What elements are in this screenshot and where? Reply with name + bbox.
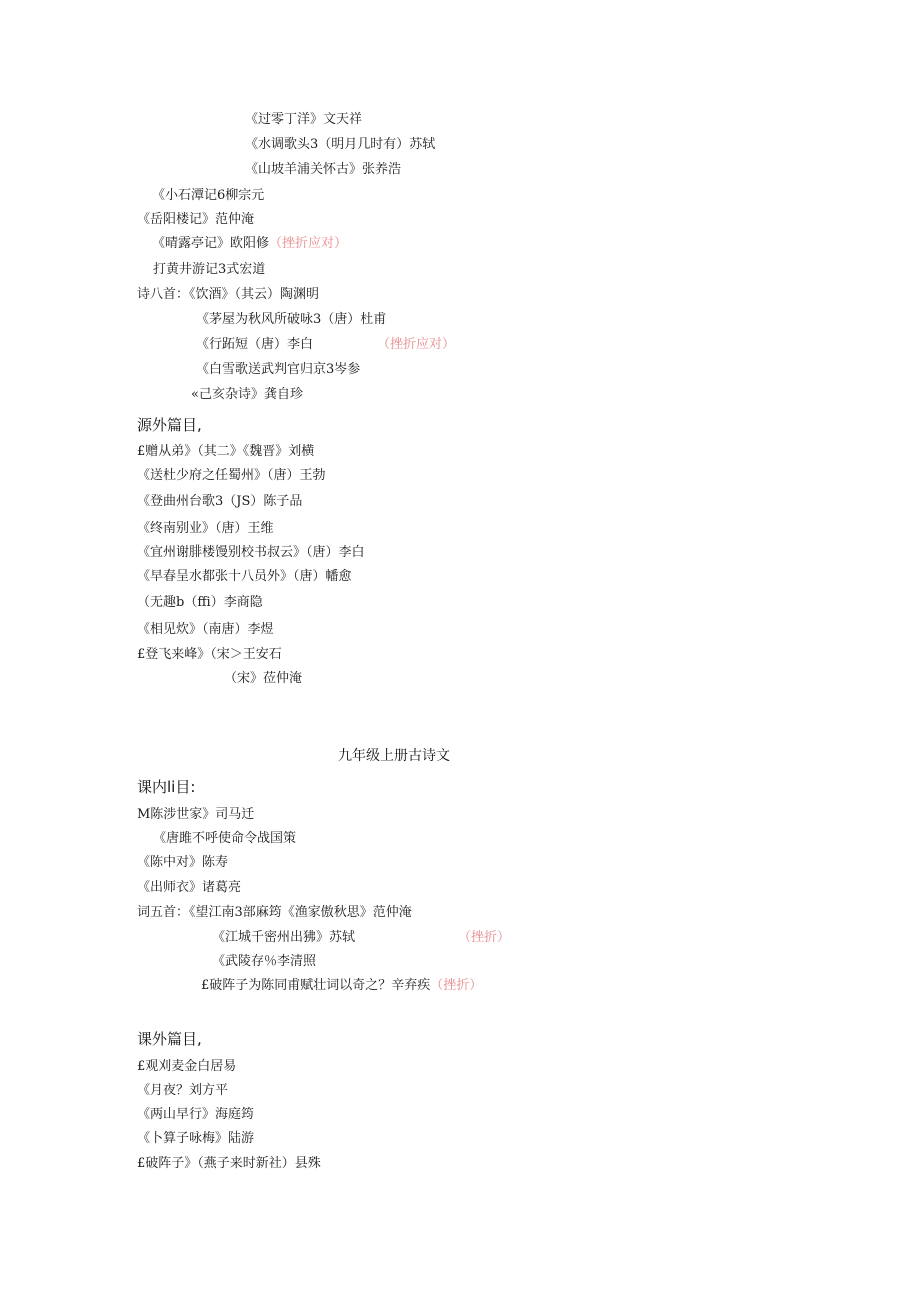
- poem-entry: [137, 286, 319, 304]
- poem-entry: [152, 187, 264, 205]
- poem-entry: [137, 211, 254, 229]
- poem-entry: 《登曲州台歌3（JS）陈子品: [137, 494, 303, 509]
- poem-entry: 《月夜？刘方平: [137, 1083, 229, 1098]
- entry-text: 打黄井游记3式宏道: [153, 262, 266, 277]
- poem-entry: 《终南别业》（唐）王维: [137, 521, 274, 536]
- entry-text: 《白雪歌送武判官归京3岑参: [196, 362, 361, 377]
- poem-entry: [245, 111, 362, 129]
- entry-text: 《行跖短（唐）李白: [196, 337, 314, 352]
- poem-entry: 《宜州谢腓楼馒别校书叔云》（唐）李白: [137, 545, 365, 560]
- poem-entry: £登飞来峰》（宋＞王安石: [137, 647, 282, 662]
- entry-text: 诗八首：《饮酒》（其云）陶渊明: [137, 287, 320, 302]
- entry-note: （挫折应对）: [269, 236, 348, 251]
- entry-text: 词五首：《望江南3部麻筠《渔家傲秋思》范仲淹: [137, 905, 412, 920]
- entry-note: （挫折应对）: [377, 337, 456, 352]
- poem-entry: £赠从弟》（其二》《魏晋》刘横: [137, 444, 315, 459]
- poem-entry: （无趣b（ffi）李商隐: [137, 595, 263, 610]
- poem-entry: [201, 977, 482, 995]
- poem-entry: [152, 235, 347, 253]
- entry-text: «己亥杂诗》龚自珍: [191, 387, 303, 402]
- poem-entry: [153, 261, 265, 279]
- section-heading: 课内li目:: [137, 778, 196, 796]
- entry-text: 《唐雎不呼使命令战国策: [153, 831, 297, 846]
- entry-text: 《江城千密州出狒》苏轼: [212, 930, 356, 945]
- poem-entry: [137, 806, 254, 824]
- entry-text: M陈涉世家》司马迁: [137, 807, 255, 822]
- poem-entry: [196, 311, 386, 329]
- poem-entry: 《送杜少府之任蜀州》（唐）王勃: [137, 468, 326, 483]
- entry-note: （挫折）: [430, 978, 483, 993]
- entry-text: 《茅屋为秋风所破咏3（唐）杜甫: [196, 312, 387, 327]
- entry-text: 《武陵存％李清照: [212, 954, 317, 969]
- section-heading: 源外篇目,: [137, 416, 202, 434]
- poem-entry-note: [377, 336, 455, 354]
- entry-text: 《水调歌头3（明月几时有）苏轼: [245, 137, 436, 152]
- poem-entry-note: [458, 929, 510, 947]
- entry-note: （挫折）: [458, 930, 511, 945]
- poem-entry: [212, 929, 355, 947]
- poem-entry: [137, 854, 228, 872]
- poem-entry: [137, 879, 241, 897]
- poem-entry: £观刈麦金白居易: [137, 1059, 237, 1074]
- page-title: 九年级上册古诗文: [338, 748, 450, 764]
- entry-text: 《过零丁洋》文天祥: [245, 112, 363, 127]
- poem-entry: [245, 136, 435, 154]
- poem-entry: 《两山早行》海庭筠: [137, 1107, 255, 1122]
- poem-entry: [137, 904, 412, 922]
- entry-text: 《小石潭记6柳宗元: [152, 188, 265, 203]
- entry-text: £破阵子为陈同甫赋壮词以奇之？辛弃疾: [201, 978, 431, 993]
- entry-text: 《山坡羊浦关怀古》张养浩: [245, 162, 402, 177]
- poem-entry: （宋》莅仲淹: [224, 671, 303, 686]
- poem-entry: 《相见炊》（南唐）李煜: [137, 622, 274, 637]
- entry-text: 《陈中对》陈寿: [137, 855, 229, 870]
- poem-entry: £破阵子》（燕子来时新社）县殊: [137, 1156, 321, 1171]
- section-heading: 课外篇目,: [137, 1030, 202, 1048]
- poem-entry: [196, 361, 360, 379]
- poem-entry: [191, 386, 303, 404]
- poem-entry: 《早春呈水都张十八员外》（唐）幡愈: [137, 569, 352, 584]
- poem-entry: [153, 830, 296, 848]
- entry-text: 《晴露亭记》欧阳修: [152, 236, 270, 251]
- poem-entry: [196, 336, 313, 354]
- entry-text: 《岳阳楼记》范仲淹: [137, 212, 255, 227]
- poem-entry: [212, 953, 316, 971]
- entry-text: 《出师衣》诸葛亮: [137, 880, 242, 895]
- poem-entry: [245, 161, 401, 179]
- poem-entry: 《卜算子咏梅》陆游: [137, 1131, 255, 1146]
